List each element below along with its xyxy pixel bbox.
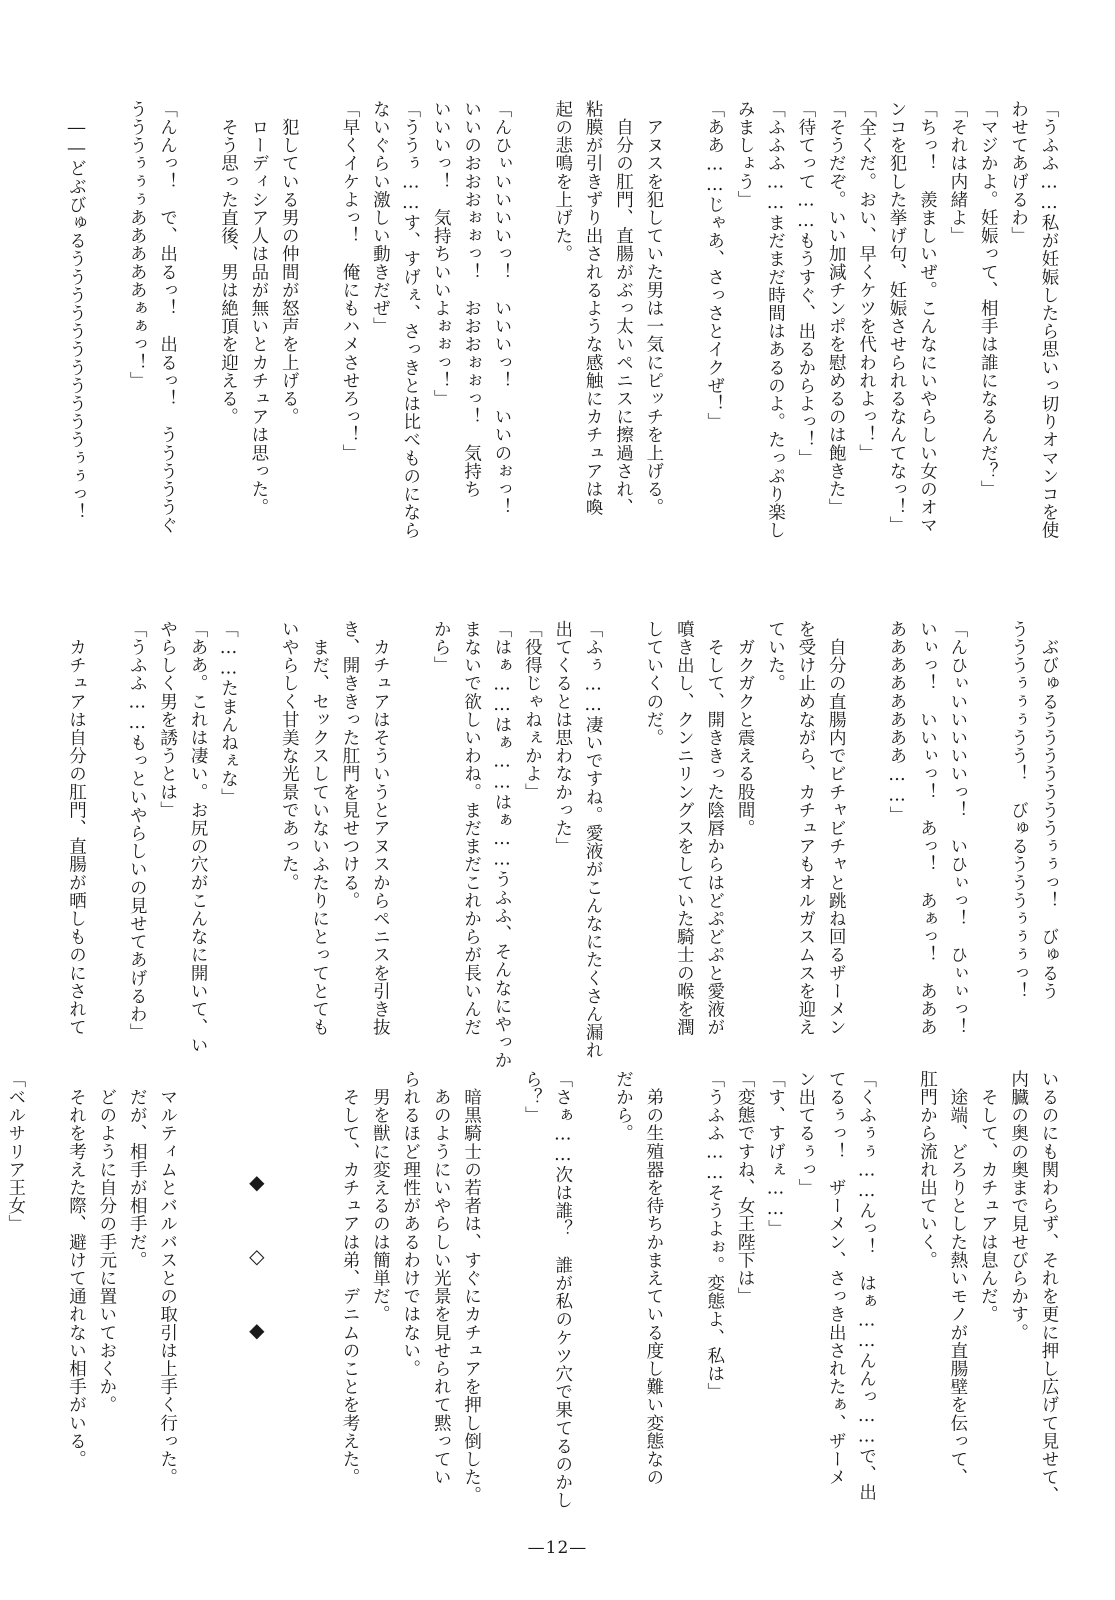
text-line: 肛門から流れ出ていく。 xyxy=(917,1070,938,1270)
text-line xyxy=(85,100,115,600)
text-line xyxy=(267,1070,297,1510)
text-line: 「ああ。これは凄い。お尻の穴がこんなに開いて、い xyxy=(188,620,209,1055)
text-line: 噴き出し、クンニリングスをしていた騎士の喉を潤 xyxy=(674,620,695,1037)
text-line: カチュアはそういうとアヌスからペニスを引き抜 xyxy=(370,620,391,1037)
text-line: そして、カチュアは弟、デニムのことを考えた。 xyxy=(340,1070,361,1487)
text-line: 粘膜が引きずり出されるような感触にカチュアは喚 xyxy=(583,100,604,517)
text-line: ぶびゅるうううううううぅぅっ！ びゅるう xyxy=(1039,620,1059,1001)
text-line: 出てくるとは思わなかった」 xyxy=(552,620,573,856)
text-line: ――どぶびゅるうううううううううううぅぅっ！ xyxy=(66,100,87,522)
text-line: 「全くだ。おい、早くケツを代われよっ！」 xyxy=(856,100,877,462)
page-number: —12— xyxy=(527,1538,588,1558)
text-line: 「ふぅ……凄いですね。愛液がこんなにたくさん漏れ xyxy=(583,620,604,1060)
text-line: ンコを犯した挙げ句、妊娠させられるなんてなっ！」 xyxy=(887,100,908,535)
text-line: そして、カチュアは息んだ。 xyxy=(978,1070,999,1324)
text-line: まないで欲しいわね。まだまだこれからが長いんだ xyxy=(461,620,482,1037)
text-line xyxy=(844,620,874,1050)
text-line: うううぅぅぅうう！ びゅるうううぅぅぅっ！ xyxy=(1008,620,1029,1001)
text-line: てるぅっ！ ザーメン、さっき出されたぁ、ザーメ xyxy=(826,1070,847,1487)
text-line: いいのおおおぉぉっ！ おおおぉぉっ！ 気持ち xyxy=(461,100,482,499)
text-line: ら？」 xyxy=(522,1070,543,1125)
text-line: いいいっ！ 気持ちいいよぉぉっ！」 xyxy=(431,100,452,408)
text-line: 「役得じゃねぇかよ」 xyxy=(522,620,543,801)
text-line: まだ、セックスしていないふたりにとってとても xyxy=(309,620,330,1037)
text-line: していくのだ。 xyxy=(643,620,664,747)
text-line: 「待てって……もうすぐ、出るからよっ！」 xyxy=(795,100,816,467)
text-line: ないぐらい激しい動きだぜ」 xyxy=(370,100,391,336)
text-line: カチュアは自分の肛門、直腸が晒しものにされて xyxy=(66,620,87,1037)
text-line: それを考えた際、避けて通れない相手がいる。 xyxy=(66,1070,87,1469)
text-line: 「マジかよ。妊娠って、相手は誰になるんだ？」 xyxy=(978,100,999,499)
text-line: あのようにいやらしい光景を見せられて黙ってい xyxy=(431,1070,452,1487)
text-line: わせてあげるわ」 xyxy=(1008,100,1029,245)
text-line xyxy=(24,1070,54,1510)
text-line xyxy=(176,1070,206,1510)
text-line: いるのにも関わらず、それを更に押し広げて見せて、 xyxy=(1039,1070,1059,1505)
text-line xyxy=(662,1070,692,1510)
text-line: を受け止めながら、カチュアもオルガスムスを迎え xyxy=(795,620,816,1037)
text-line: どのように自分の手元に置いておくか。 xyxy=(96,1070,117,1414)
text-line: いやらしく甘美な光景であった。 xyxy=(279,620,300,892)
text-line: 「さぁ……次は誰？ 誰が私のケツ穴で果てるのかし xyxy=(552,1070,573,1510)
text-line: 起の悲鳴を上げた。 xyxy=(552,100,573,263)
text-line: 「ちっ！ 羨ましいぜ。こんなにいやらしい女のオマ xyxy=(917,100,938,535)
text-line xyxy=(85,620,115,1050)
text-line: 自分の肛門、直腸がぶっ太いペニスに擦過され、 xyxy=(613,100,634,517)
text-line xyxy=(388,620,418,1050)
text-line xyxy=(297,100,327,600)
text-line xyxy=(662,100,692,600)
text-line: アヌスを犯していた男は一気にピッチを上げる。 xyxy=(643,100,664,517)
text-line xyxy=(571,1070,601,1510)
text-line: 「はぁ……はぁ……はぁ……うふふ、そんなにやっか xyxy=(491,620,512,1070)
text-line: ガクガクと震える股間。 xyxy=(735,620,756,838)
text-line: だが、相手が相手だ。 xyxy=(127,1070,148,1270)
section-break-ornament: ◆◇◆ xyxy=(244,1170,269,1392)
text-line: 「ううぅ……す、すげぇ、さっきとは比べものになら xyxy=(400,100,421,540)
text-line: 「んひぃいいいいっ！ いいいっ！ いいのぉっ！ xyxy=(491,100,512,517)
text-line: 「うふふ……私が妊娠したら思いっ切りオマンコを使 xyxy=(1039,100,1059,540)
text-line: 「うふふ……そうよぉ。変態よ、私は」 xyxy=(704,1070,725,1401)
text-line: 「それは内緒よ」 xyxy=(947,100,968,245)
text-line: そう思った直後、男は絶頂を迎える。 xyxy=(218,100,239,426)
text-line: 「変態ですね、女王陛下は」 xyxy=(735,1070,756,1306)
text-line xyxy=(176,100,206,600)
text-line: うううぅぅぅあああああぁぁっ！」 xyxy=(127,100,148,390)
text-line: やらしく男を誘うとは」 xyxy=(157,620,178,820)
text-line: ああああああああ……」 xyxy=(887,620,908,825)
text-line xyxy=(480,1070,510,1510)
text-line xyxy=(875,1070,905,1510)
text-line: 内臓の奥の奥まで見せびらかす。 xyxy=(1008,1070,1029,1342)
text-line: 「早くイケよっ！ 俺にもハメさせろっ！」 xyxy=(340,100,361,462)
text-line: 犯している男の仲間が怒声を上げる。 xyxy=(279,100,300,426)
text-line: そして、開ききった陰唇からはどぷどぷと愛液が xyxy=(704,620,725,1037)
text-line xyxy=(966,620,996,1050)
text-line: 「ベルサリア王女」 xyxy=(5,1070,26,1233)
text-line: 男を獣に変えるのは簡単だ。 xyxy=(370,1070,391,1324)
text-line: 暗黒騎士の若者は、すぐにカチュアを押し倒した。 xyxy=(461,1070,482,1505)
text-line: だから。 xyxy=(613,1070,634,1143)
text-line: 「ああ……じゃあ、さっさとイクぜ！」 xyxy=(704,100,725,431)
text-line: き、開ききった肛門を見せつける。 xyxy=(340,620,361,910)
text-line: マルティムとバルバスとの取引は上手く行った。 xyxy=(157,1070,178,1487)
text-line: 「んひぃいいいいいっ！ いひぃっ！ ひぃぃっ！ xyxy=(947,620,968,1037)
text-line: 途端、どろりとした熱いモノが直腸壁を伝って、 xyxy=(947,1070,968,1487)
text-line: ローディシア人は品が無いとカチュアは思った。 xyxy=(248,100,269,517)
text-line: 自分の直腸内でビチャビチャと跳ね回るザーメン xyxy=(826,620,847,1037)
text-line: 「くふぅぅ……んっ！ はぁ……んんっ……で、出 xyxy=(856,1070,877,1502)
text-tier-middle xyxy=(58,620,1059,1070)
text-line: ていた。 xyxy=(765,620,786,693)
text-line xyxy=(510,100,540,600)
text-line xyxy=(297,1070,327,1510)
text-line: から」 xyxy=(431,620,452,675)
text-tier-lower xyxy=(5,1070,1059,1510)
text-line: ン出てるぅっ」 xyxy=(795,1070,816,1197)
text-line: 「んんっ！ で、出るっ！ 出るっ！ うううううぐ xyxy=(157,100,178,535)
text-line xyxy=(206,1070,236,1510)
text-line: 「そうだぞ。いい加減チンポを慰めるのは飽きた」 xyxy=(826,100,847,517)
text-line: 「……たまんねぇな」 xyxy=(218,620,239,806)
text-line: 「す、すげぇ……」 xyxy=(765,1070,786,1238)
text-tier-upper xyxy=(58,100,1057,600)
text-line: られるほど理性があるわけではない。 xyxy=(400,1070,421,1378)
text-line: みましょう」 xyxy=(735,100,756,209)
text-line xyxy=(601,620,631,1050)
text-line: いぃっ！ いいぃっ！ あっ！ あぁっ！ あああ xyxy=(917,620,938,1037)
text-line: 「ふふふ……まだまだ時間はあるのよ。たっぷり楽し xyxy=(765,100,786,540)
text-line xyxy=(236,620,266,1050)
text-line: 「うふふ……もっといやらしいの見せてあげるわ」 xyxy=(127,620,148,1042)
text-line: 弟の生殖器を待ちかまえている度し難い変態なの xyxy=(643,1070,664,1487)
